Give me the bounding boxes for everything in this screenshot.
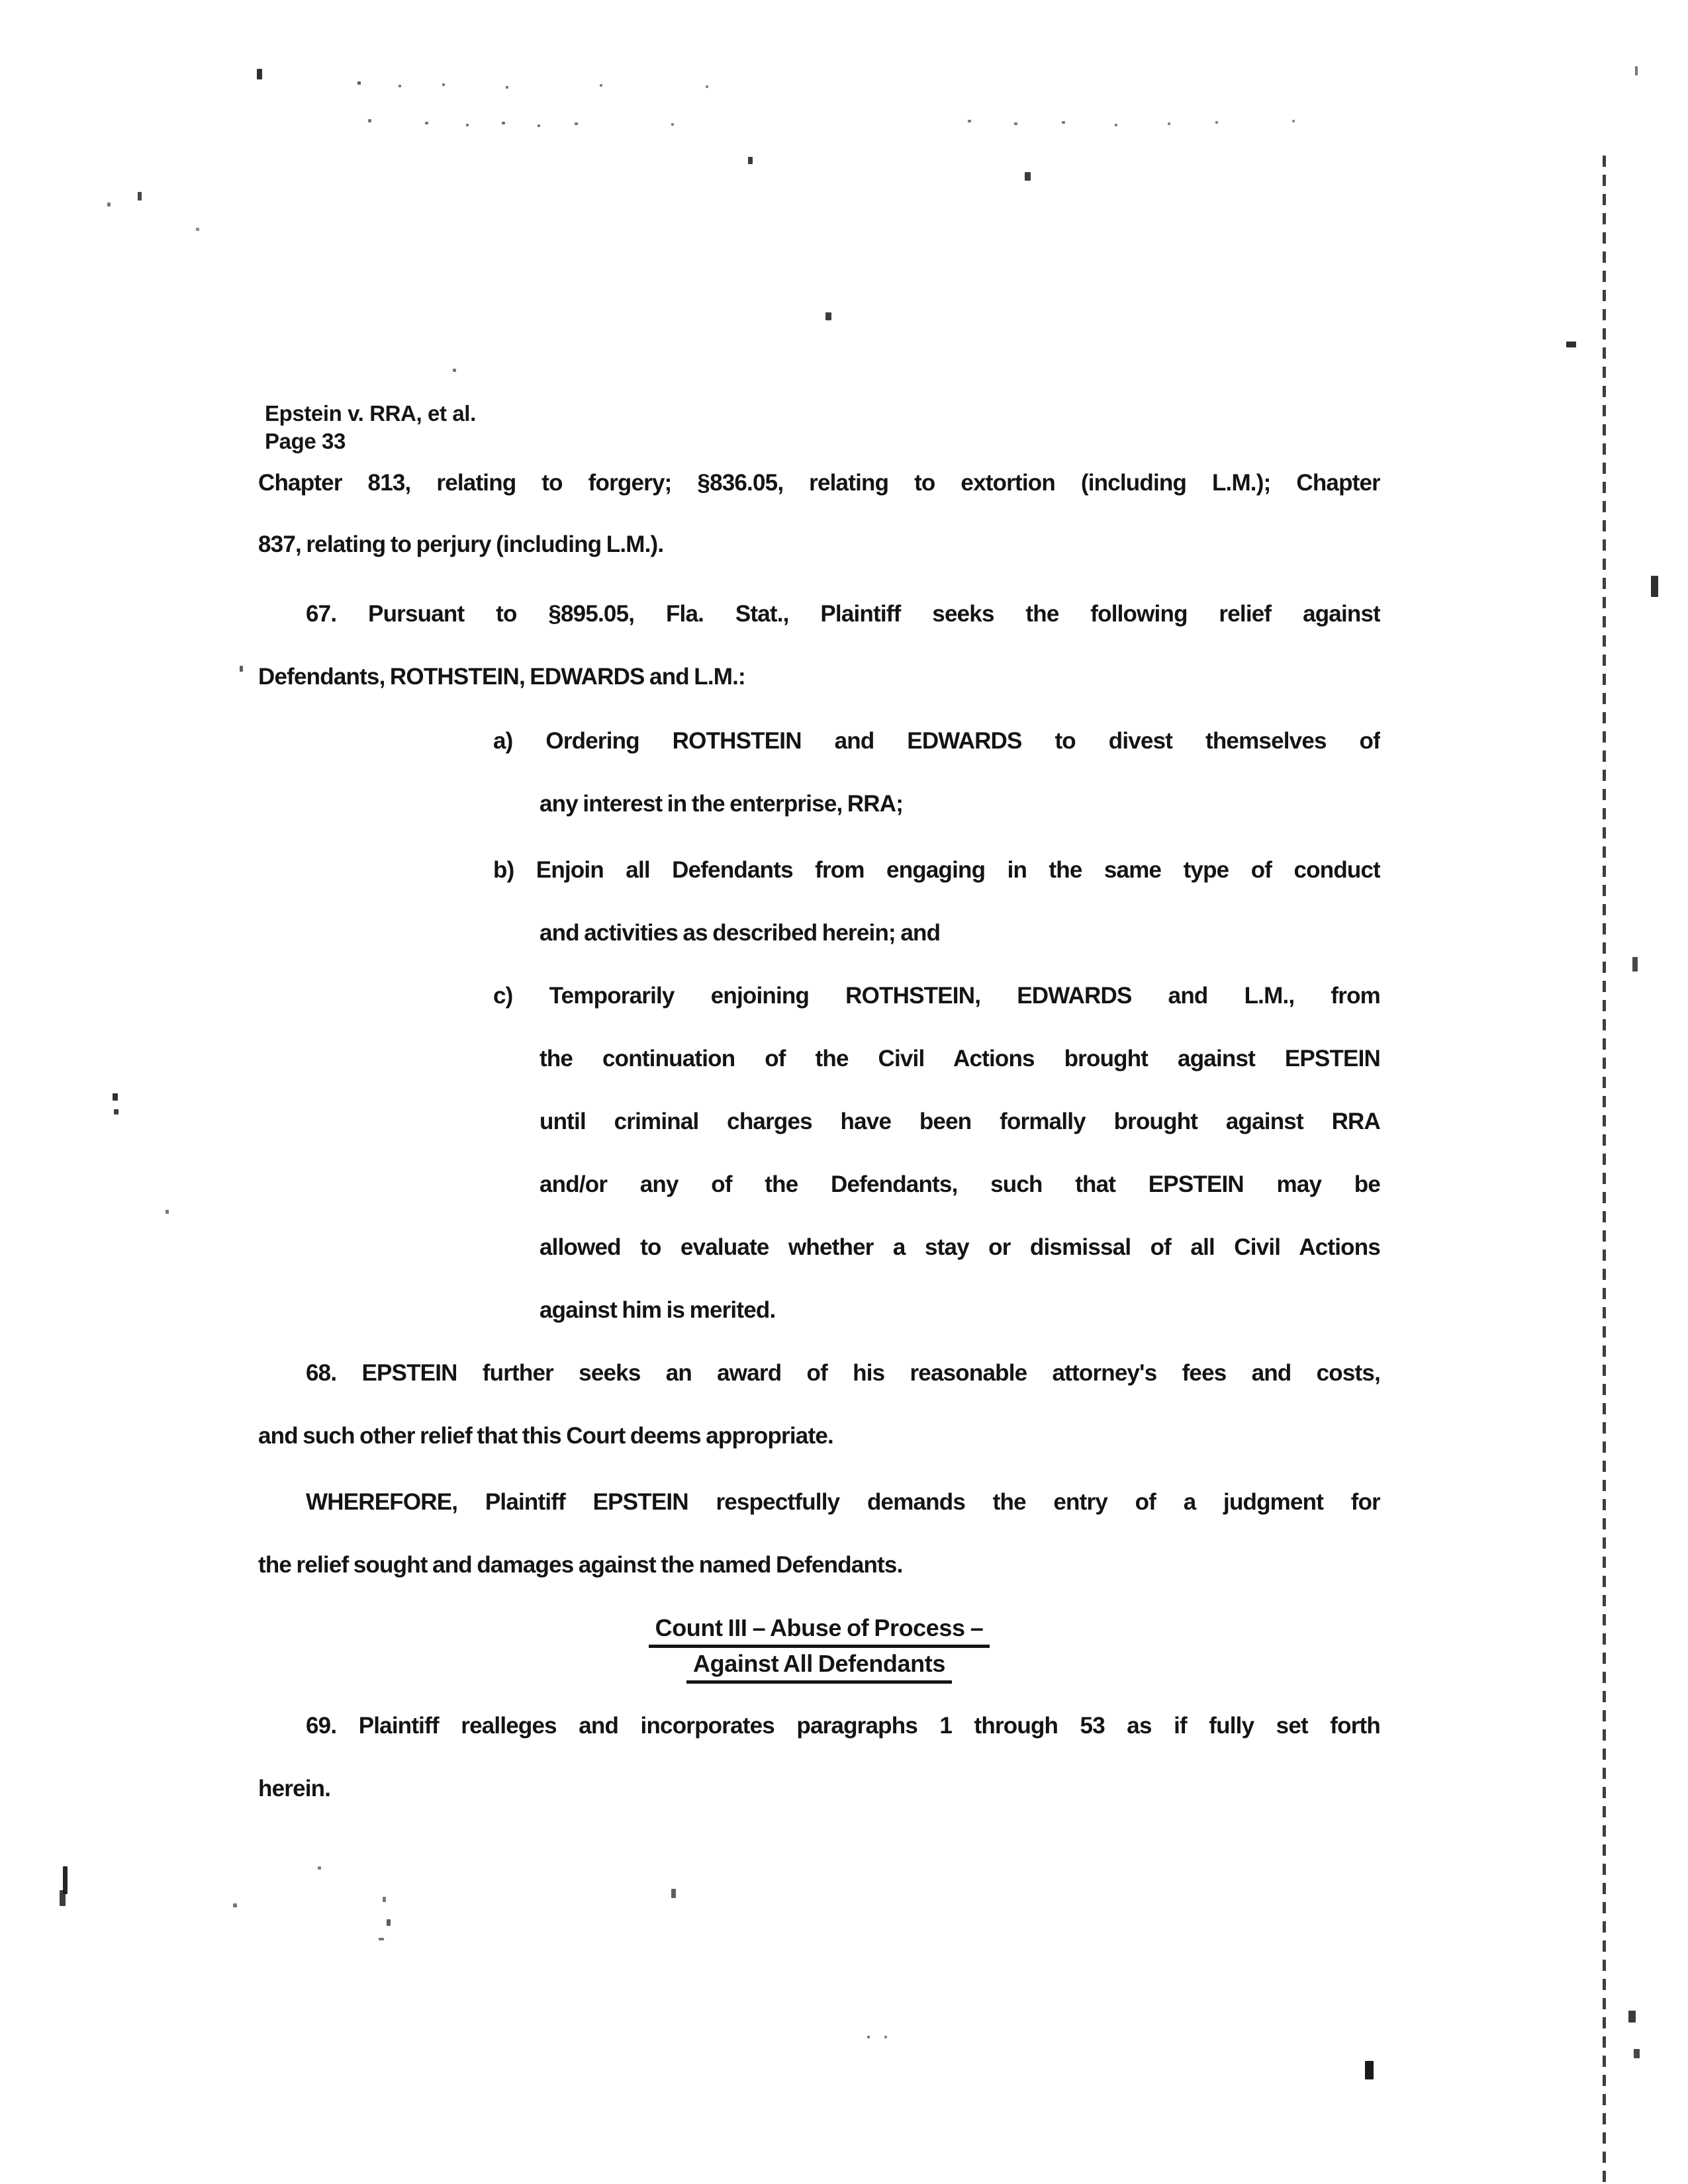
scan-speck [575, 122, 578, 125]
scan-speck [506, 86, 508, 89]
scan-speck [233, 1903, 237, 1907]
document-header [265, 400, 476, 455]
document-line: herein. [258, 1776, 331, 1801]
scan-speck [1634, 2049, 1640, 2058]
scan-speck [368, 119, 371, 122]
document-line: the relief sought and damages against the named Defendants. [258, 1552, 903, 1578]
scan-speck [1168, 122, 1170, 125]
scan-speck [240, 666, 243, 672]
scan-speck [748, 157, 753, 164]
scan-speck [399, 85, 401, 87]
scan-speck [383, 1897, 386, 1902]
scan-speck [1025, 172, 1031, 181]
underlined-heading-text: Count III – Abuse of Process – [649, 1613, 990, 1648]
scan-speck [1651, 576, 1658, 597]
scan-speck [502, 122, 505, 124]
section-heading-line [258, 1613, 1380, 1648]
scan-speck [318, 1866, 321, 1870]
scan-speck [442, 83, 445, 86]
scan-speck [113, 1093, 118, 1101]
case-caption: Epstein v. RRA, et al. [265, 401, 476, 426]
scan-speck [867, 2036, 870, 2038]
scan-speck [706, 85, 708, 88]
page-number-label: Page 33 [265, 429, 346, 453]
scan-speck [425, 122, 428, 124]
scan-speck [600, 84, 602, 87]
scan-speck [165, 1210, 169, 1214]
scan-speck [357, 81, 361, 85]
document-line: b) Enjoin all Defendants from engaging in the same type of conduct [493, 857, 1380, 883]
scan-speck [1628, 2011, 1636, 2023]
scan-speck [671, 123, 674, 126]
scan-speck [1215, 121, 1218, 124]
scan-speck [60, 1890, 66, 1906]
scan-speck [1635, 66, 1638, 75]
scan-edge-dashed-line [1603, 156, 1606, 2184]
scan-speck [968, 120, 971, 122]
scan-speck [196, 228, 199, 231]
scan-speck [257, 69, 262, 79]
scan-speck [1115, 124, 1117, 126]
document-line: WHEREFORE, Plaintiff EPSTEIN respectfully demands the entry of a judgment for [306, 1489, 1380, 1515]
document-line: 837, relating to perjury (including L.M.). [258, 531, 664, 557]
document-line: any interest in the enterprise, RRA; [539, 791, 904, 817]
document-line: allowed to evaluate whether a stay or dismissal of all Civil Actions [539, 1234, 1380, 1260]
scan-speck [114, 1109, 118, 1115]
scan-speck [671, 1889, 676, 1898]
document-line: 68. EPSTEIN further seeks an award of his reasonable attorney's fees and costs, [306, 1360, 1380, 1386]
underlined-heading-text: Against All Defendants [686, 1649, 952, 1684]
scan-speck [1014, 122, 1017, 125]
document-line: until criminal charges have been formally brought against RRA [539, 1109, 1380, 1134]
scan-speck [138, 192, 142, 201]
document-line: and/or any of the Defendants, such that EPSTEIN may be [539, 1171, 1380, 1197]
document-line: 69. Plaintiff realleges and incorporates paragraphs 1 through 53 as if fully set forth [306, 1713, 1380, 1739]
document-line: a) Ordering ROTHSTEIN and EDWARDS to divest themselves of [493, 728, 1380, 754]
scan-speck [825, 312, 831, 320]
scan-speck [1632, 957, 1638, 972]
document-line: c) Temporarily enjoining ROTHSTEIN, EDWARDS and L.M., from [493, 983, 1380, 1009]
document-line: and activities as described herein; and [539, 920, 941, 946]
scan-speck [1062, 121, 1065, 124]
document-line: Defendants, ROTHSTEIN, EDWARDS and L.M.: [258, 664, 745, 690]
scan-speck [1566, 341, 1576, 347]
scan-speck [1365, 2061, 1374, 2079]
scan-speck [1292, 120, 1295, 122]
section-heading-line [258, 1649, 1380, 1684]
scan-speck [466, 124, 469, 126]
scan-speck [453, 369, 456, 372]
document-line: and such other relief that this Court deems appropriate. [258, 1423, 833, 1449]
scan-speck [884, 2036, 887, 2038]
scan-speck [387, 1919, 391, 1926]
scan-speck [107, 203, 111, 206]
scan-speck [379, 1938, 384, 1940]
document-line: the continuation of the Civil Actions brought against EPSTEIN [539, 1046, 1380, 1071]
scan-speck [538, 124, 540, 127]
document-line: against him is merited. [539, 1297, 776, 1323]
document-line: 67. Pursuant to §895.05, Fla. Stat., Plaintiff seeks the following relief against [306, 601, 1380, 627]
document-line: Chapter 813, relating to forgery; §836.05, relating to extortion (including L.M.); Chapter [258, 470, 1380, 496]
